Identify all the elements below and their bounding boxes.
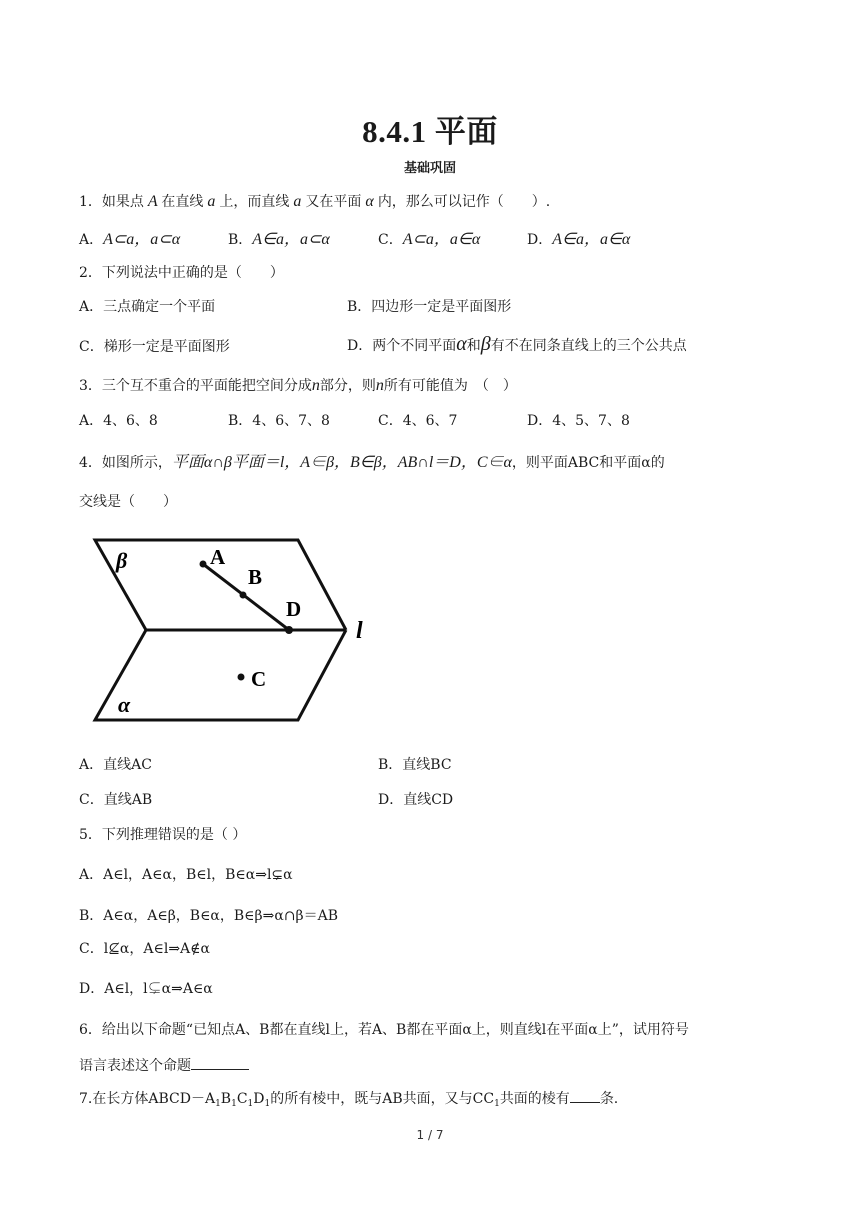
label-d: D <box>286 597 302 621</box>
q5-option-c: C．l⊈α，A∈l⇒A∉α <box>79 941 210 957</box>
q7-text-a: 7.在长方体ABCD－A <box>79 1091 216 1107</box>
question-6-line1: 6．给出以下命题“已知点A、B都在直线l上，若A、B都在平面α上，则直线l在平面α上”，试用符号 <box>79 1022 689 1038</box>
segment-ad <box>203 564 289 630</box>
question-2: 2．下列说法中正确的是（ ） <box>79 265 284 281</box>
q3-option-a: A．4、6、8 <box>79 413 158 429</box>
q3-mid: 部分，则 <box>319 378 376 394</box>
q2-option-a: A．三点确定一个平面 <box>79 299 216 315</box>
q3-post: 所有可能值为 （ ） <box>383 378 517 394</box>
q1-p1: 在直线 <box>161 194 204 210</box>
q7-d: D <box>253 1091 265 1107</box>
q7-text-d: 条. <box>599 1091 619 1107</box>
q7-b: B <box>220 1091 232 1107</box>
q7-c: C <box>236 1091 248 1107</box>
q1-option-a <box>79 226 180 249</box>
q1-d-value: A∈a，a∈α <box>552 231 631 248</box>
question-4 <box>79 449 665 472</box>
label-b: B <box>248 565 263 589</box>
page-number: 1 / 7 <box>416 1128 444 1142</box>
q1-option-c <box>378 226 480 249</box>
label-beta: β <box>116 548 128 573</box>
question-3 <box>79 375 517 395</box>
q2-d-alpha: α <box>456 333 467 355</box>
question-1 <box>79 191 550 211</box>
q7-sub-5: 1 <box>494 1099 500 1109</box>
q7-sub-1: 1 <box>215 1099 221 1109</box>
q1-p3: 又在平面 <box>305 194 362 210</box>
label-l: l <box>356 618 363 644</box>
section-subtitle: 基础巩固 <box>403 161 456 176</box>
q2-option-b: B．四边形一定是平面图形 <box>347 299 512 315</box>
plane-alpha-outline <box>95 630 346 720</box>
point-b <box>240 592 247 599</box>
q4-option-b: B．直线BC <box>378 757 452 773</box>
q1-b-label: B． <box>228 232 253 248</box>
q3-option-b: B．4、6、7、8 <box>228 413 330 429</box>
q7-sub-4: 1 <box>264 1099 271 1109</box>
q1-c-label: C． <box>378 232 403 248</box>
point-c <box>238 674 245 681</box>
q4-option-d: D．直线CD <box>378 792 454 808</box>
q2-d-pre: D．两个不同平面 <box>347 338 457 354</box>
q1-option-b <box>228 226 330 249</box>
q1-var-a2: a <box>289 193 306 210</box>
q1-b-value: A∈a，a⊂α <box>252 231 330 248</box>
q4-option-c: C．直线AB <box>79 792 153 808</box>
q7-text-c: 共面的棱有 <box>499 1091 570 1107</box>
q6-line2-text: 语言表述这个命题 <box>79 1058 191 1074</box>
q1-var-alpha: α <box>361 193 378 210</box>
q1-var-a: a <box>203 193 220 210</box>
label-a: A <box>210 545 226 569</box>
label-c: C <box>251 667 267 691</box>
point-d <box>285 626 293 634</box>
q3-pre: 3．三个互不重合的平面能把空间分成 <box>79 378 312 394</box>
q1-var-A: A <box>143 193 162 210</box>
q1-text: 1．如果点 <box>79 194 144 210</box>
point-a <box>200 561 207 568</box>
label-alpha: α <box>118 692 131 717</box>
q1-c-value: A⊂a，a∈α <box>402 231 481 248</box>
q4-post: ，则平面ABC和平面α的 <box>511 455 665 471</box>
q2-option-d <box>347 333 687 356</box>
q2-d-mid: 和 <box>466 338 481 354</box>
q6-answer-blank[interactable] <box>191 1057 249 1070</box>
q1-d-label: D． <box>527 232 553 248</box>
question-7 <box>79 1088 618 1109</box>
q3-option-d: D．4、5、7、8 <box>527 413 630 429</box>
q3-var-n2: n <box>375 377 384 394</box>
question-4-line2: 交线是（ ） <box>79 494 177 510</box>
planes-diagram <box>88 532 388 732</box>
q7-answer-blank[interactable] <box>570 1090 600 1103</box>
q5-option-b: B．A∈α，A∈β，B∈α，B∈β⇒α∩β＝AB <box>79 908 339 924</box>
question-6-line2 <box>79 1055 249 1075</box>
q3-var-n: n <box>311 377 320 394</box>
q2-d-post: 有不在同条直线上的三个公共点 <box>490 338 687 354</box>
q1-p4: 内，那么可以记作（ ）. <box>377 194 551 210</box>
q4-pre: 4．如图所示， <box>79 455 172 471</box>
q1-a-label: A． <box>79 232 104 248</box>
q3-option-c: C．4、6、7 <box>378 413 458 429</box>
q2-d-beta: β <box>480 333 491 355</box>
question-5: 5．下列推理错误的是（ ） <box>79 827 247 843</box>
q4-condition: 平面α∩β平面＝l，A∈β，B∈β，AB∩l＝D，C∈α <box>171 454 512 471</box>
q1-p2: 上，而直线 <box>219 194 290 210</box>
q4-option-a: A．直线AC <box>79 757 152 773</box>
q2-option-c: C．梯形一定是平面图形 <box>79 339 230 355</box>
q7-sub-3: 1 <box>247 1099 254 1109</box>
q5-option-a: A．A∈l，A∈α，B∈l，B∈α⇒l⊊α <box>79 867 293 883</box>
q1-option-d <box>527 226 630 249</box>
q1-a-value: A⊂a，a⊂α <box>103 231 181 248</box>
q7-text-b: 的所有棱中，既与AB共面，又与CC <box>270 1091 495 1107</box>
q7-sub-2: 1 <box>231 1099 237 1109</box>
page-title: 8.4.1 平面 <box>362 114 498 149</box>
q5-option-d: D．A∈l，l⊊α⇒A∈α <box>79 981 213 997</box>
